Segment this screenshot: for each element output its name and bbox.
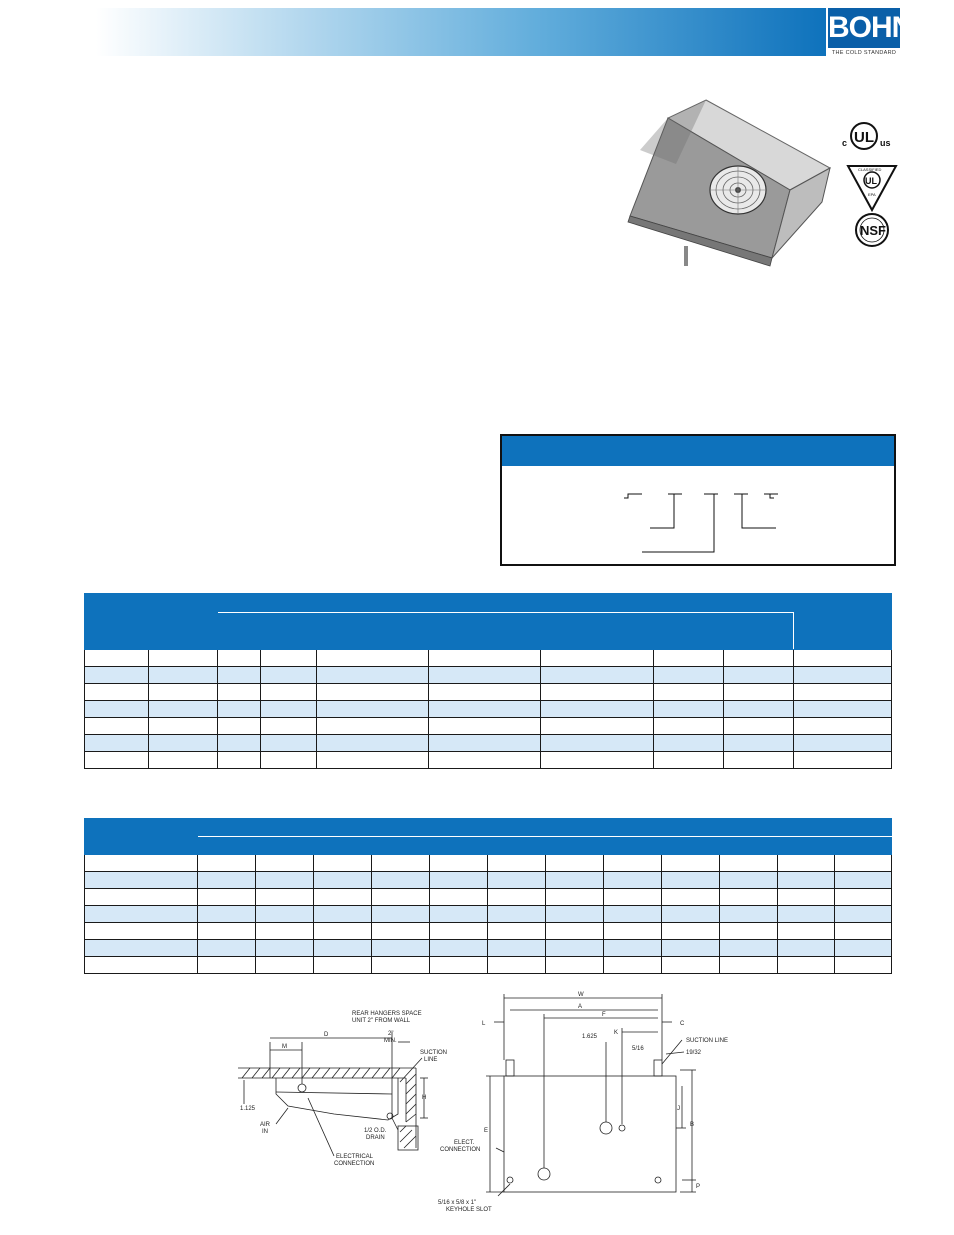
svg-text:c: c <box>842 138 848 148</box>
logo-mark: BOHN <box>828 8 900 48</box>
table-header-row <box>85 594 892 613</box>
top-view-drawing <box>436 990 729 1216</box>
subheader-cell <box>546 837 604 855</box>
label-suction: SUCTION <box>420 1050 447 1056</box>
header-group-cell <box>218 594 541 613</box>
label-dim-d: D <box>324 1032 329 1038</box>
label-rear-hangers: REAR HANGERS SPACE <box>352 1011 422 1017</box>
subheader-cell <box>541 613 654 650</box>
table-row <box>85 923 892 940</box>
subheader-cell <box>720 837 778 855</box>
ul-classified-epa-icon <box>848 166 896 210</box>
table-row <box>85 940 892 957</box>
svg-text:EPA: EPA <box>868 192 876 197</box>
label-dim-l: L <box>482 1021 486 1027</box>
label-elect-connection: CONNECTION <box>440 1147 481 1153</box>
table-row <box>85 957 892 974</box>
subheader-cell <box>218 613 261 650</box>
table-row <box>85 855 892 872</box>
header-group-cell <box>541 594 794 613</box>
label-keyhole-size: 5/16 x 5/8 x 1" <box>438 1200 477 1206</box>
subheader-cell <box>488 837 546 855</box>
subheader-cell <box>261 613 317 650</box>
label-min: MIN. <box>384 1038 397 1044</box>
subheader-cell <box>778 837 835 855</box>
specifications-table <box>84 593 892 769</box>
subheader-cell <box>835 837 892 855</box>
model-nomenclature-header <box>502 436 894 466</box>
header-cell <box>85 594 149 650</box>
table-row <box>85 667 892 684</box>
subheader-cell <box>198 837 256 855</box>
svg-text:us: us <box>880 138 891 148</box>
header-cell <box>85 819 198 855</box>
header-cell <box>149 594 218 650</box>
table-row <box>85 872 892 889</box>
table-row <box>85 752 892 769</box>
subheader-cell <box>662 837 720 855</box>
label-elect: ELECT. <box>454 1140 475 1146</box>
label-drain: DRAIN <box>366 1135 385 1141</box>
label-dim-1625: 1.625 <box>582 1034 598 1040</box>
label-dim-w: W <box>578 992 584 998</box>
logo-tagline: THE COLD STANDARD <box>831 50 897 56</box>
table-row <box>85 906 892 923</box>
label-line: LINE <box>424 1057 438 1063</box>
side-view-drawing <box>236 1002 466 1172</box>
table-row <box>85 650 892 667</box>
subheader-cell <box>314 837 372 855</box>
header-banner <box>96 8 826 56</box>
unit-cooler-product-image <box>620 98 838 286</box>
label-dim-e: E <box>484 1128 489 1134</box>
header-group-cell <box>198 819 892 837</box>
label-dim-h: H <box>422 1095 427 1101</box>
label-unit-from-wall: UNIT 2" FROM WALL <box>352 1018 411 1024</box>
svg-text:UL: UL <box>854 129 874 146</box>
table-header-row <box>85 819 892 837</box>
label-dim-p: P <box>696 1184 701 1190</box>
label-air: AIR <box>260 1122 271 1128</box>
table-row <box>85 735 892 752</box>
label-dim-k: K <box>614 1030 619 1036</box>
nomenclature-diagram <box>502 466 894 564</box>
label-dim-b: B <box>690 1122 695 1128</box>
label-connection: CONNECTION <box>334 1161 375 1167</box>
svg-text:CLASSIFIED: CLASSIFIED <box>858 167 882 172</box>
subheader-cell <box>372 837 430 855</box>
label-dim-a: A <box>578 1004 583 1010</box>
table-subheader-row <box>85 837 892 855</box>
certification-badges <box>840 120 904 250</box>
label-keyhole-slot: KEYHOLE SLOT <box>446 1207 492 1213</box>
nsf-icon <box>856 214 888 246</box>
table-row <box>85 684 892 701</box>
table-row <box>85 718 892 735</box>
model-nomenclature-box <box>500 434 896 566</box>
label-two-inch: 2" <box>388 1031 394 1037</box>
label-dim-j: J <box>677 1106 680 1112</box>
label-dim-f: F <box>602 1012 606 1018</box>
svg-text:UL: UL <box>865 176 877 186</box>
label-drain-size: 1/2 O.D. <box>364 1128 387 1134</box>
label-dim-c: C <box>680 1021 685 1027</box>
subheader-cell <box>604 837 662 855</box>
svg-text:NSF: NSF <box>860 223 886 238</box>
subheader-cell <box>429 613 541 650</box>
subheader-cell <box>724 613 794 650</box>
label-suction-line: SUCTION LINE <box>686 1038 729 1044</box>
dimensions-table <box>84 818 892 974</box>
bohn-logo <box>828 8 913 60</box>
label-dim-1932: 19/32 <box>686 1050 702 1056</box>
header-cell <box>794 594 892 650</box>
label-dim-1125: 1.125 <box>240 1106 256 1112</box>
label-electrical: ELECTRICAL <box>336 1154 374 1160</box>
subheader-cell <box>654 613 724 650</box>
table-row <box>85 889 892 906</box>
subheader-cell <box>430 837 488 855</box>
label-dim-516: 5/16 <box>632 1046 644 1052</box>
table-row <box>85 701 892 718</box>
cul-us-listed-icon <box>842 123 891 149</box>
label-dim-m: M <box>282 1044 287 1050</box>
subheader-cell <box>317 613 429 650</box>
label-in: IN <box>262 1129 268 1135</box>
subheader-cell <box>256 837 314 855</box>
